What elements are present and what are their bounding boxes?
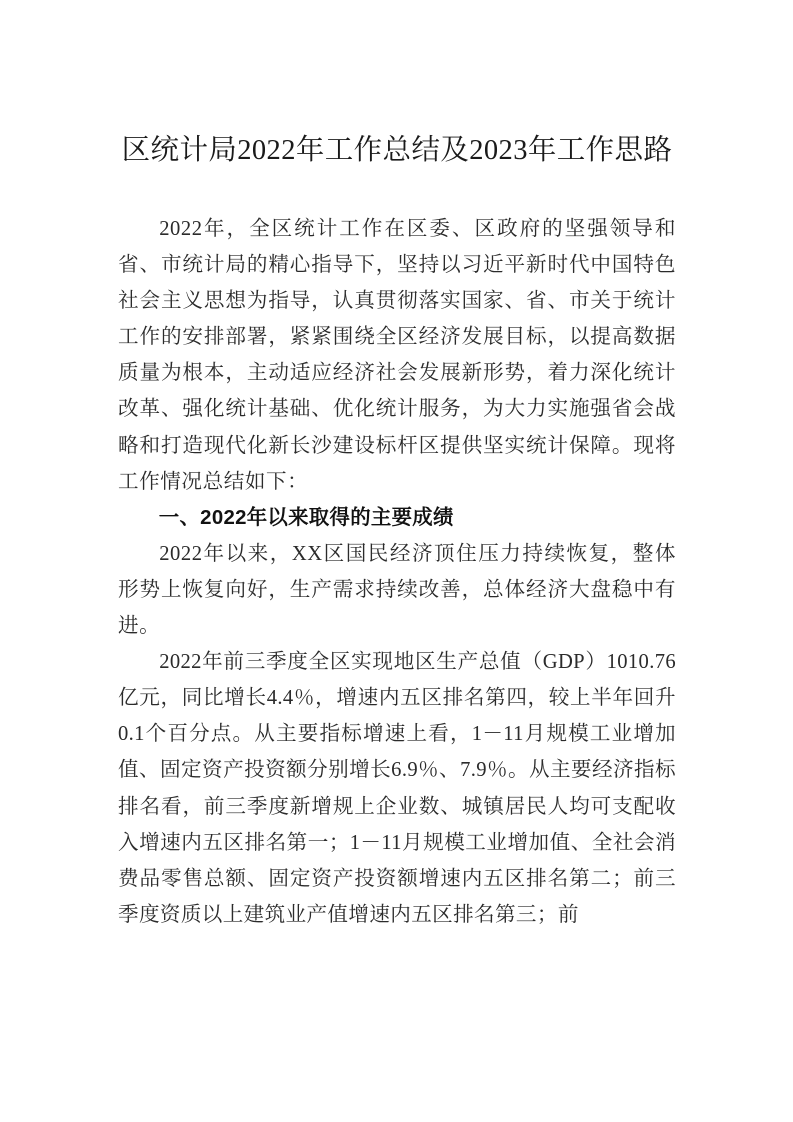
document-body <box>118 211 676 933</box>
achievements-overview-paragraph: 2022年以来，XX区国民经济顶住压力持续恢复，整体形势上恢复向好，生产需求持续改善，总体经济大盘稳中有进。 <box>118 542 676 638</box>
intro-paragraph: 2022年，全区统计工作在区委、区政府的坚强领导和省、市统计局的精心指导下，坚持以习近平新时代中国特色社会主义思想为指导，认真贯彻落实国家、省、市关于统计工作的安排部署，紧紧围绕全区经济发展目标，以提高数据质量为根本，主动适应经济社会发展新形势，着力深化统计改革、强化统计基础、优化统计服务，为大力实施强省会战略和打造现代化新长沙建设标杆区提供坚实统计保障。现将工作情况总结如下： <box>118 218 676 493</box>
economic-indicators-paragraph: 2022年前三季度全区实现地区生产总值（GDP）1010.76亿元，同比增长4.4％，增速内五区排名第四，较上半年回升0.1个百分点。从主要指标增速上看，1－11月规模工业增加值、固定资产投资额分别增长6.9％、7.9％。从主要经济指标排名看，前三季度新增规上企业数、城镇居民人均可支配收入增速内五区排名第一；1－11月规模工业增加值、全社会消费品零售总额、固定资产投资额增速内五区排名第二；前三季度资质以上建筑业产值增速内五区排名第三；前 <box>118 651 676 926</box>
section-heading-1: 一、2022年以来取得的主要成绩 <box>158 506 454 529</box>
page-content <box>118 0 676 933</box>
page-title: 区统计局2022年工作总结及2023年工作思路 <box>121 135 673 166</box>
